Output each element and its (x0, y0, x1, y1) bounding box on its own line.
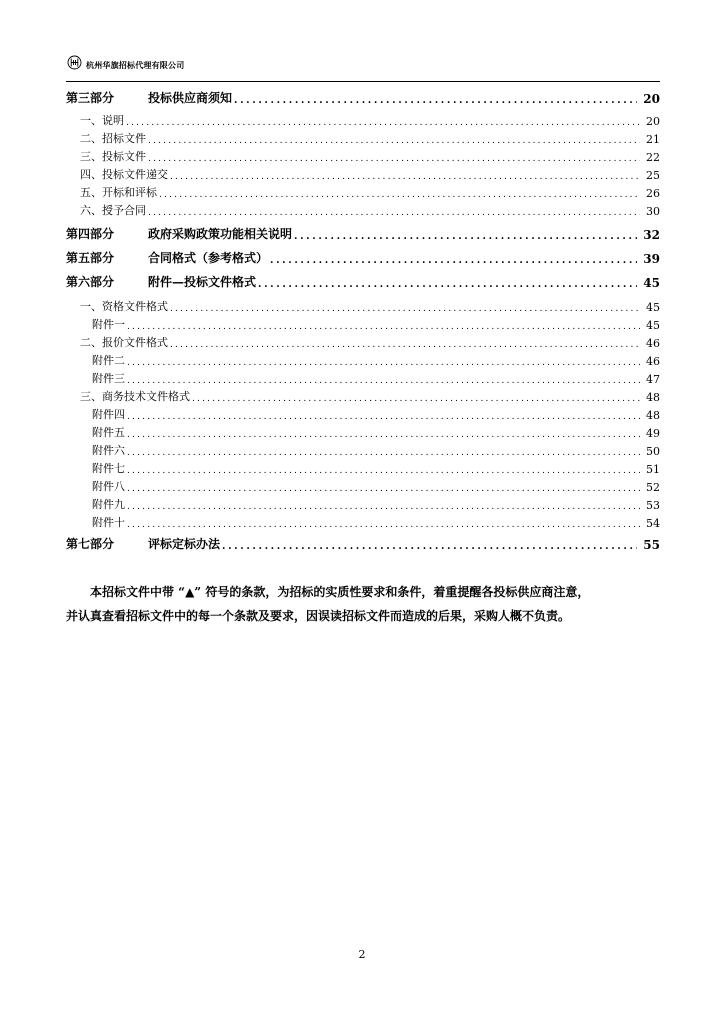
toc-entry-label (66, 478, 125, 494)
notice-line-1: 本招标文件中带 “▲” 符号的条款，为招标的实质性要求和条件，着重提醒各投标供应商注意， (90, 585, 590, 599)
toc-page-number: 45 (646, 319, 660, 332)
toc-dot-leader (127, 430, 640, 440)
toc-entry-title: 附件—投标文件格式 (148, 275, 257, 289)
toc-dot-leader (127, 520, 640, 530)
toc-entry-title: 附件五 (92, 426, 125, 439)
header-rule (66, 81, 660, 82)
toc-entry-label (66, 316, 125, 332)
toc-entry-label (66, 148, 146, 164)
toc-entry-title: 一、说明 (80, 114, 124, 127)
toc-entry-title: 附件九 (92, 498, 125, 511)
toc-entry[interactable] (66, 458, 660, 476)
toc-dot-leader (127, 376, 640, 386)
toc-page-number: 52 (646, 481, 660, 494)
toc-entry-label (66, 130, 146, 146)
page-header (67, 52, 184, 72)
toc-dot-leader (127, 484, 640, 494)
toc-dot-leader (170, 340, 640, 350)
toc-entry[interactable] (66, 164, 660, 182)
toc-entry[interactable] (66, 182, 660, 200)
toc-entry-title: 四、投标文件递交 (80, 168, 168, 181)
toc-entry-title: 附件十 (92, 516, 125, 529)
toc-part-entry[interactable] (66, 248, 660, 266)
toc-page-number: 20 (646, 115, 660, 128)
toc-part-number: 第六部分 (66, 275, 115, 289)
toc-dot-leader (127, 448, 640, 458)
toc-dot-leader (258, 279, 637, 290)
toc-page-number: 46 (646, 337, 660, 350)
toc-entry-title: 评标定标办法 (148, 537, 221, 551)
company-name: 杭州华旗招标代理有限公司 (86, 60, 185, 70)
toc-entry-title: 五、开标和评标 (80, 186, 157, 199)
toc-entry[interactable] (66, 200, 660, 218)
toc-dot-leader (222, 541, 637, 552)
toc-page-number: 45 (646, 301, 660, 314)
toc-part-entry[interactable] (66, 272, 660, 290)
toc-entry-title: 附件四 (92, 408, 125, 421)
toc-dot-leader (170, 304, 640, 314)
toc-page-number: 47 (646, 373, 660, 386)
toc-entry-label (66, 442, 125, 458)
toc-part-entry[interactable] (66, 534, 660, 552)
toc-entry-title: 投标供应商须知 (148, 91, 233, 105)
toc-entry-label (66, 535, 220, 552)
toc-entry-label (66, 352, 125, 368)
page-number: 2 (358, 948, 366, 961)
toc-entry-label (66, 496, 125, 512)
toc-dot-leader (294, 231, 637, 242)
toc-entry-label (66, 112, 124, 128)
toc-entry[interactable] (66, 440, 660, 458)
toc-entry-label (66, 273, 256, 290)
toc-part-entry[interactable] (66, 224, 660, 242)
toc-entry[interactable] (66, 350, 660, 368)
company-logo-icon (67, 55, 82, 70)
toc-page-number: 46 (646, 355, 660, 368)
toc-entry-title: 六、授予合同 (80, 204, 146, 217)
toc-entry[interactable] (66, 332, 660, 350)
toc-page-number: 25 (646, 169, 660, 182)
toc-entry-title: 一、资格文件格式 (80, 300, 168, 313)
toc-dot-leader (148, 154, 640, 164)
toc-dot-leader (127, 322, 640, 332)
toc-entry-title: 附件六 (92, 444, 125, 457)
toc-entry-title: 附件八 (92, 480, 125, 493)
toc-page-number: 26 (646, 187, 660, 200)
toc-dot-leader (148, 136, 640, 146)
toc-part-number: 第三部分 (66, 91, 115, 105)
toc-page-number: 48 (646, 391, 660, 404)
toc-page-number: 21 (646, 133, 660, 146)
toc-entry-label (66, 184, 157, 200)
toc-entry-title: 附件一 (92, 318, 125, 331)
toc-page-number: 45 (643, 276, 660, 290)
toc-page-number: 20 (643, 92, 660, 106)
toc-entry-label (66, 406, 125, 422)
toc-entry-title: 合同格式（参考格式） (148, 251, 269, 265)
notice-line-2: 并认真查看招标文件中的每一个条款及要求，因误读招标文件而造成的后果，采购人概不负责。 (66, 609, 571, 623)
toc-dot-leader (270, 255, 637, 266)
toc-page-number: 54 (646, 517, 660, 530)
toc-entry-label (66, 334, 168, 350)
toc-entry-label (66, 249, 268, 266)
toc-dot-leader (127, 358, 640, 368)
toc-page-number: 51 (646, 463, 660, 476)
toc-page-number: 32 (643, 228, 660, 242)
toc-dot-leader (126, 118, 640, 128)
toc-part-entry[interactable] (66, 88, 660, 106)
toc-entry-title: 二、报价文件格式 (80, 336, 168, 349)
toc-entry[interactable] (66, 386, 660, 404)
toc-page-number: 39 (643, 252, 660, 266)
toc-entry-title: 附件七 (92, 462, 125, 475)
toc-entry[interactable] (66, 404, 660, 422)
toc-part-number: 第七部分 (66, 537, 115, 551)
toc-entry-label (66, 460, 125, 476)
toc-page-number: 22 (646, 151, 660, 164)
toc-part-number: 第五部分 (66, 251, 115, 265)
toc-entry-label (66, 202, 146, 218)
toc-dot-leader (192, 394, 640, 404)
toc-entry[interactable] (66, 296, 660, 314)
toc-entry[interactable] (66, 314, 660, 332)
toc-entry-title: 附件二 (92, 354, 125, 367)
toc-page-number: 53 (646, 499, 660, 512)
toc-entry-label (66, 514, 125, 530)
toc-entry-title: 三、商务技术文件格式 (80, 390, 190, 403)
toc-page-number: 50 (646, 445, 660, 458)
toc-dot-leader (127, 502, 640, 512)
toc-dot-leader (127, 466, 640, 476)
toc-entry[interactable] (66, 476, 660, 494)
toc-dot-leader (170, 172, 640, 182)
toc-dot-leader (234, 95, 637, 106)
toc-page-number: 30 (646, 205, 660, 218)
toc-entry-label (66, 370, 125, 386)
toc-page-number: 48 (646, 409, 660, 422)
toc-entry-title: 二、招标文件 (80, 132, 146, 145)
toc-entry[interactable] (66, 512, 660, 530)
toc-entry[interactable] (66, 422, 660, 440)
toc-entry[interactable] (66, 368, 660, 386)
toc-entry-label (66, 424, 125, 440)
toc-page-number: 49 (646, 427, 660, 440)
toc-entry[interactable] (66, 494, 660, 512)
toc-entry-title: 附件三 (92, 372, 125, 385)
toc-entry-label (66, 388, 190, 404)
toc-dot-leader (148, 208, 640, 218)
toc-page-number: 55 (643, 538, 660, 552)
toc-entry-title: 三、投标文件 (80, 150, 146, 163)
toc-dot-leader (127, 412, 640, 422)
toc-dot-leader (159, 190, 640, 200)
toc-entry[interactable] (66, 146, 660, 164)
toc-entry-label (66, 166, 168, 182)
toc-entry[interactable] (66, 128, 660, 146)
notice-paragraph (66, 580, 666, 628)
toc-entry[interactable] (66, 110, 660, 128)
toc-entry-title: 政府采购政策功能相关说明 (148, 227, 293, 241)
toc-entry-label (66, 225, 292, 242)
toc-entry-label (66, 89, 232, 106)
toc-part-number: 第四部分 (66, 227, 115, 241)
toc-entry-label (66, 298, 168, 314)
